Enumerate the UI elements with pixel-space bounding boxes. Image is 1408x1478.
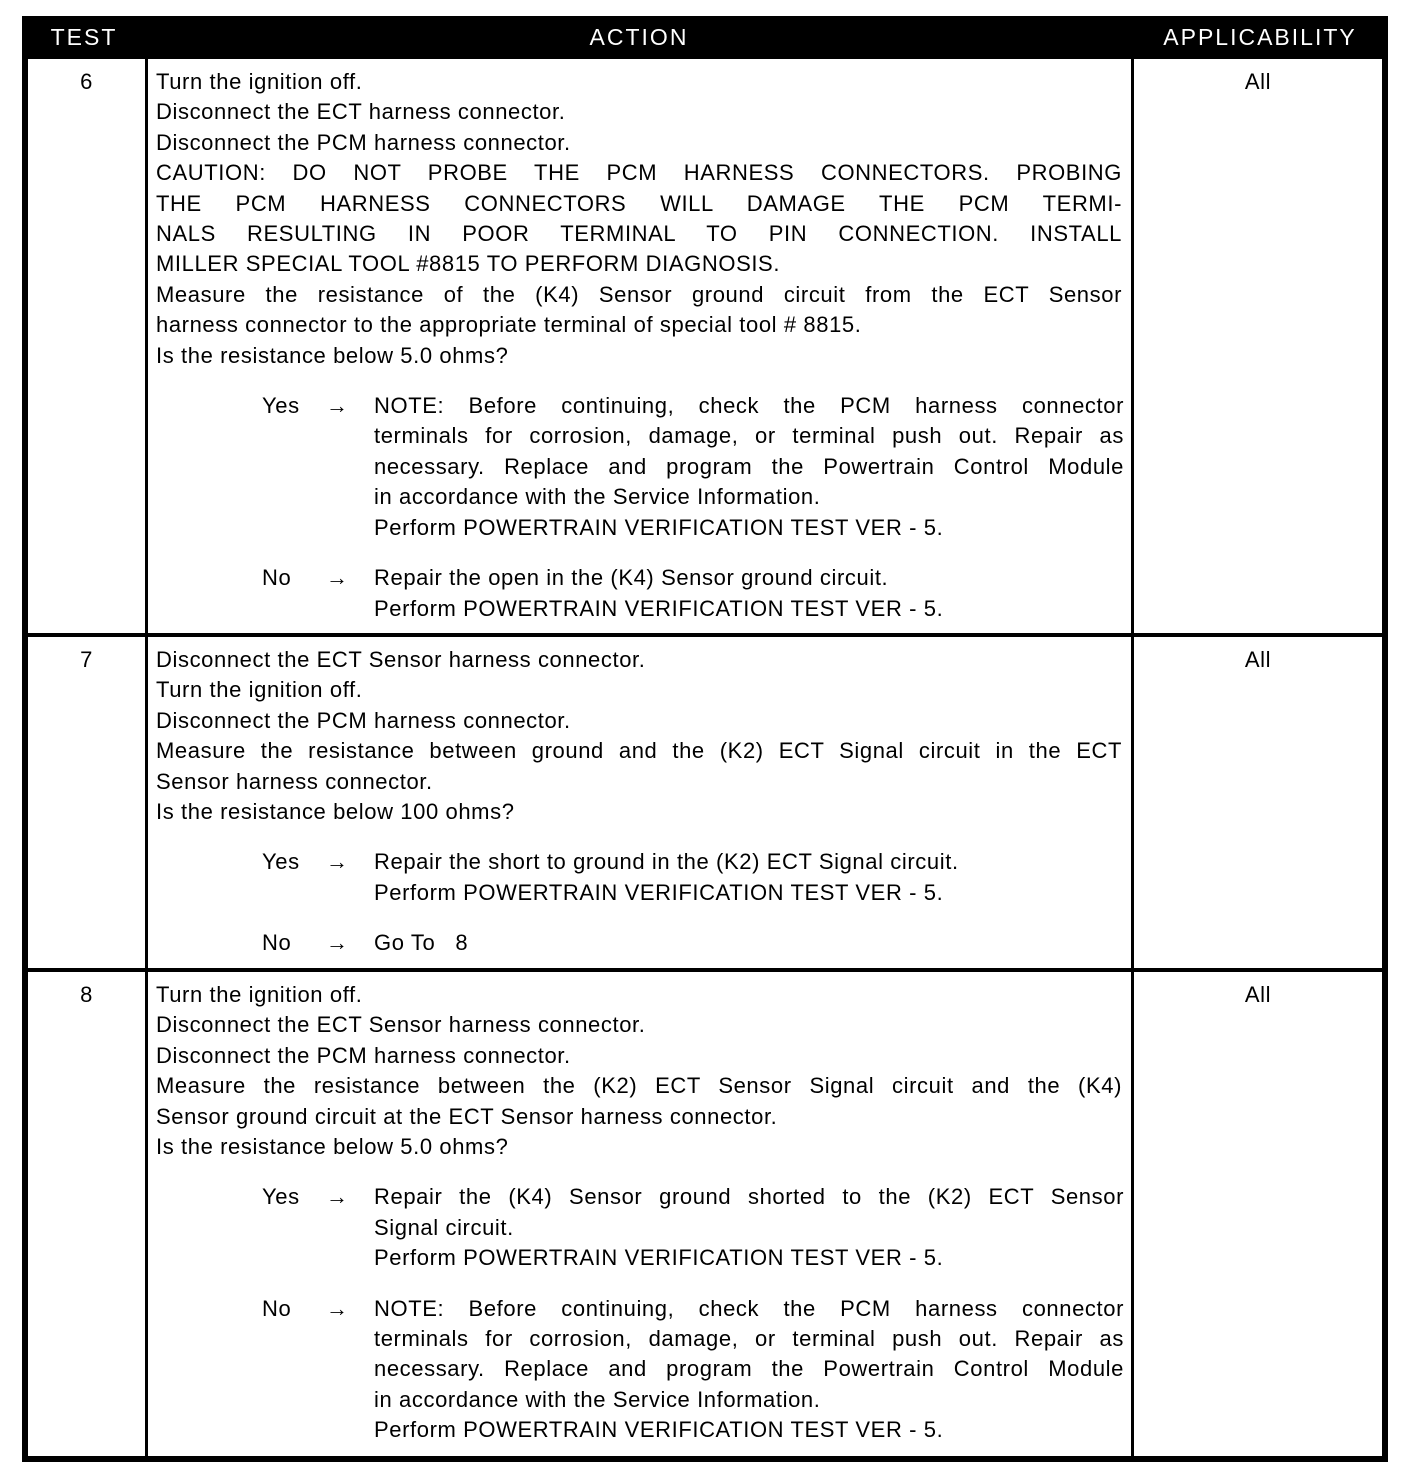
answer-label: Yes — [262, 393, 300, 419]
answer-yes — [156, 1182, 1123, 1273]
test-number-cell — [28, 637, 145, 968]
arrow-icon: → — [326, 930, 349, 956]
answer-line: in accordance with the Service Information. — [374, 484, 821, 510]
action-step-line: Is the resistance below 5.0 ohms? — [156, 1134, 509, 1160]
answer-yes — [156, 847, 1123, 908]
answer-body — [374, 1294, 1124, 1446]
action-step-line: Measure the resistance between ground and the (K2) ECT Signal circuit in the ECT — [156, 738, 1122, 764]
action-step-line: Sensor ground circuit at the ECT Sensor harness connector. — [156, 1103, 778, 1129]
answer-body — [374, 391, 1124, 543]
answer-label: Yes — [262, 1184, 300, 1210]
applicability-value: All — [1244, 982, 1272, 1007]
answer-body — [374, 563, 1124, 624]
action-step-line: harness connector to the appropriate terminal of special tool # 8815. — [156, 312, 862, 338]
answer-line: NOTE: Before continuing, check the PCM harness connector — [374, 1295, 1124, 1321]
answer-no — [156, 928, 1123, 958]
test-number-cell — [28, 59, 145, 633]
answer-line: Perform POWERTRAIN VERIFICATION TEST VER - 5. — [374, 595, 944, 621]
test-number-cell — [28, 972, 145, 1456]
answer-line: terminals for corrosion, damage, or terminal push out. Repair as — [374, 423, 1124, 449]
answer-line: Repair the open in the (K4) Sensor ground circuit. — [374, 565, 889, 591]
action-step-line: Measure the resistance of the (K4) Sensor ground circuit from the ECT Sensor — [156, 281, 1122, 307]
action-step-line: Disconnect the ECT harness connector. — [156, 99, 566, 125]
answer-body — [374, 1182, 1124, 1273]
action-steps — [156, 645, 1123, 827]
answer-line: Go To 8 — [374, 930, 469, 956]
action-step-line: Turn the ignition off. — [156, 677, 363, 703]
action-step-line: Is the resistance below 5.0 ohms? — [156, 342, 509, 368]
action-step-line: Disconnect the PCM harness connector. — [156, 129, 571, 155]
action-steps — [156, 980, 1123, 1162]
action-step-line: Disconnect the PCM harness connector. — [156, 707, 571, 733]
diagnostic-test-table — [22, 16, 1388, 1462]
answer-line: terminals for corrosion, damage, or terminal push out. Repair as — [374, 1326, 1124, 1352]
applicability-cell — [1134, 637, 1382, 968]
action-step-line: NALS RESULTING IN POOR TERMINAL TO PIN CONNECTION. INSTALL — [156, 221, 1122, 247]
answer-line: Repair the short to ground in the (K2) ECT Signal circuit. — [374, 849, 959, 875]
answer-no — [156, 1294, 1123, 1446]
answer-no — [156, 563, 1123, 624]
answer-body — [374, 928, 1124, 958]
answer-line: Perform POWERTRAIN VERIFICATION TEST VER - 5. — [374, 514, 944, 540]
action-step-line: Measure the resistance between the (K2) ECT Sensor Signal circuit and the (K4) — [156, 1073, 1122, 1099]
header-action: ACTION — [589, 24, 689, 50]
action-cell — [148, 637, 1131, 968]
action-step-line: Disconnect the PCM harness connector. — [156, 1042, 571, 1068]
action-step-line: Turn the ignition off. — [156, 69, 363, 94]
action-step-line: Sensor harness connector. — [156, 768, 433, 794]
applicability-cell — [1134, 972, 1382, 1456]
arrow-icon: → — [326, 1295, 349, 1321]
arrow-icon: → — [326, 849, 349, 875]
action-step-line: Disconnect the ECT Sensor harness connector. — [156, 647, 646, 672]
test-number: 8 — [80, 982, 93, 1007]
action-step-line: MILLER SPECIAL TOOL #8815 TO PERFORM DIAGNOSIS. — [156, 251, 781, 277]
arrow-icon: → — [326, 565, 349, 591]
answer-label: Yes — [262, 849, 300, 875]
answer-yes — [156, 391, 1123, 543]
answer-line: Perform POWERTRAIN VERIFICATION TEST VER - 5. — [374, 879, 944, 905]
test-number: 6 — [80, 69, 93, 94]
header-applicability: APPLICABILITY — [1163, 24, 1357, 50]
answer-label: No — [262, 930, 292, 956]
applicability-value: All — [1244, 647, 1272, 672]
table-header — [22, 16, 1388, 58]
answer-body — [374, 847, 1124, 908]
answer-line: Repair the (K4) Sensor ground shorted to the (K2) ECT Sensor — [374, 1184, 1124, 1210]
arrow-icon: → — [326, 1184, 349, 1210]
action-step-line: THE PCM HARNESS CONNECTORS WILL DAMAGE THE PCM TERMI- — [156, 190, 1122, 216]
answer-line: in accordance with the Service Information. — [374, 1386, 821, 1412]
answer-line: Perform POWERTRAIN VERIFICATION TEST VER - 5. — [374, 1245, 944, 1271]
arrow-icon: → — [326, 393, 349, 419]
applicability-value: All — [1244, 69, 1272, 94]
answer-line: NOTE: Before continuing, check the PCM harness connector — [374, 393, 1124, 419]
action-cell — [148, 972, 1131, 1456]
answer-label: No — [262, 565, 292, 591]
action-cell — [148, 59, 1131, 633]
test-number: 7 — [80, 647, 93, 672]
answer-line: Signal circuit. — [374, 1214, 514, 1240]
answer-label: No — [262, 1295, 292, 1321]
action-step-line: Disconnect the ECT Sensor harness connector. — [156, 1012, 646, 1038]
answer-line: necessary. Replace and program the Powertrain Control Module — [374, 1356, 1124, 1382]
answer-line: necessary. Replace and program the Powertrain Control Module — [374, 453, 1124, 479]
action-step-line: Is the resistance below 100 ohms? — [156, 799, 515, 825]
header-test: TEST — [50, 24, 118, 50]
answer-line: Perform POWERTRAIN VERIFICATION TEST VER - 5. — [374, 1417, 944, 1443]
action-step-line: Turn the ignition off. — [156, 982, 363, 1007]
applicability-cell — [1134, 59, 1382, 633]
action-steps — [156, 67, 1123, 371]
action-step-line: CAUTION: DO NOT PROBE THE PCM HARNESS CONNECTORS. PROBING — [156, 160, 1122, 186]
